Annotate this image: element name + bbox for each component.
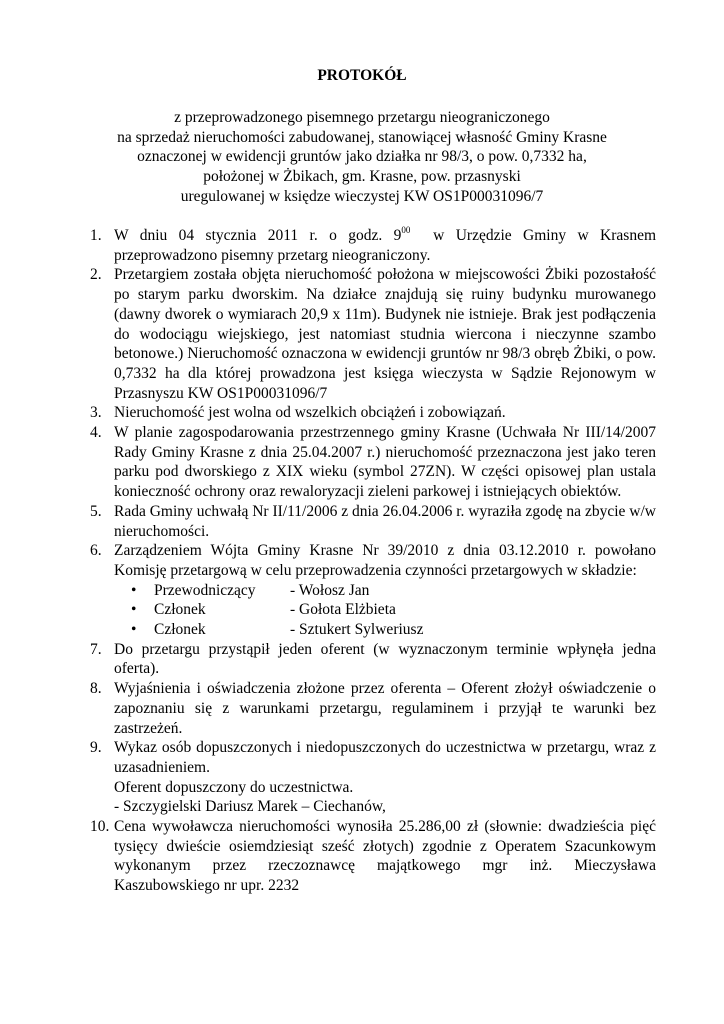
item-number: 3.: [90, 404, 102, 422]
member-name: - Sztukert Sylweriusz: [290, 621, 424, 639]
item-number: 1.: [90, 227, 102, 244]
subtitle-line: na sprzedaż nieruchomości zabudowanej, stanowiącej własność Gminy Krasne: [117, 128, 607, 146]
bullet-icon: •: [131, 581, 137, 599]
member-role: Członek: [154, 621, 206, 639]
list-item: [90, 738, 656, 817]
list-item: [90, 502, 656, 541]
item-text: Cena wywoławcza nieruchomości wynosiła 25.286,00 zł (słownie: dwadzieścia pięć tysięcy dwieście osiemdziesiąt sześć złotych) zgodnie z Operatem Szacunkowym wykonanym przez rzeczoznawcę majątkowego mgr inż. Mieczysława Kaszubowskiego nr upr. 2232: [114, 818, 656, 895]
list-item: [90, 679, 656, 738]
item-extra-line: Oferent dopuszczony do uczestnictwa.: [114, 778, 354, 796]
committee-member: [114, 600, 656, 620]
item-text: Wyjaśnienia i oświadczenia złożone przez oferenta – Oferent złożył oświadczenie o zapoznaniu się z warunkami przetargu, regulaminem i przyjął te warunki bez zastrzeżeń.: [114, 680, 656, 737]
time-superscript: 00: [401, 225, 411, 235]
item-number: 6.: [90, 542, 102, 560]
list-item: [90, 640, 656, 679]
item-number: 4.: [90, 424, 102, 442]
bullet-icon: •: [131, 621, 137, 639]
item-text: W planie zagospodarowania przestrzennego gminy Krasne (Uchwała Nr III/14/2007 Rady Gminy Krasne z dnia 25.04.2007 r.) nieruchomość przeznaczona jest jako teren parku pod dworskiego z XIX wieku (symbol 27ZN). W części opisowej plan ustala konieczność ochrony oraz rewaloryzacji zieleni parkowej i istniejących obiektów.: [114, 424, 656, 501]
member-role: Przewodniczący: [154, 581, 256, 599]
item-number: 8.: [90, 680, 102, 698]
document-subtitle: [40, 108, 684, 207]
document-title: PROTOKÓŁ: [317, 67, 407, 84]
item-number: 9.: [90, 739, 102, 757]
list-item: [90, 403, 656, 423]
item-text: Zarządzeniem Wójta Gminy Krasne Nr 39/2010 z dnia 03.12.2010 r. powołano Komisję przetargową w celu przeprowadzenia czynności przetargowych w składzie:: [114, 542, 656, 579]
item-text: Wykaz osób dopuszczonych i niedopuszczonych do uczestnictwa w przetargu, wraz z uzasadnieniem.: [114, 739, 656, 776]
item-number: 7.: [90, 640, 102, 658]
list-item: [90, 225, 660, 265]
list-item: [90, 541, 656, 639]
member-name: - Gołota Elżbieta: [290, 601, 396, 619]
committee-member: [114, 620, 656, 640]
list-item: [90, 265, 656, 403]
subtitle-line: oznaczonej w ewidencji gruntów jako działka nr 98/3, o pow. 0,7332 ha,: [137, 148, 587, 166]
list-item: [90, 817, 656, 896]
member-name: - Wołosz Jan: [290, 581, 370, 599]
item-number: 10.: [90, 818, 110, 836]
item-text: [114, 225, 660, 265]
numbered-list: [90, 225, 660, 896]
bullet-icon: •: [131, 601, 137, 619]
subtitle-line: z przeprowadzonego pisemnego przetargu nieograniczonego: [174, 109, 550, 126]
item-extra-line: - Szczygielski Dariusz Marek – Ciechanów,: [114, 798, 386, 816]
item-text: Rada Gminy uchwałą Nr II/11/2006 z dnia 26.04.2006 r. wyraziła zgodę na zbycie w/w nieruchomości.: [114, 502, 656, 540]
committee-members: [114, 581, 656, 640]
subtitle-line: położonej w Żbikach, gm. Krasne, pow. przasnyski: [203, 168, 521, 186]
item-number: 2.: [90, 266, 102, 284]
item-text-part: w Urzędzie Gminy w Krasnem przeprowadzono pisemny przetarg nieograniczony.: [114, 227, 660, 264]
member-role: Członek: [154, 601, 206, 619]
subtitle-line: uregulowanej w księdze wieczystej KW OS1P00031096/7: [180, 187, 544, 205]
item-text-part: W dniu 04 stycznia 2011 r. o godz. 9: [114, 227, 402, 244]
committee-member: [114, 581, 656, 601]
list-item: [90, 423, 656, 502]
item-text: Do przetargu przystąpił jeden oferent (w wyznaczonym terminie wpłynęła jedna oferta).: [114, 640, 656, 678]
item-text: Nieruchomość jest wolna od wszelkich obciążeń i zobowiązań.: [114, 404, 506, 422]
item-text: Przetargiem została objęta nieruchomość położona w miejscowości Żbiki pozostałość po starym parku dworskim. Na działce znajdują się ruiny budynku murowanego (dawny dworek o wymiarach 20,9 x 11m). Budynek nie istnieje. Brak jest podłączenia do wodociągu wiejskiego, jest natomiast studnia wiercona i nieczynne szambo betonowe.) Nieruchomość oznaczona w ewidencji gruntów nr 98/3 obręb Żbiki, o pow. 0,7332 ha dla której prowadzona jest księga wieczysta w Sądzie Rejonowym w Przasnyszu KW OS1P00031096/7: [114, 266, 656, 402]
item-number: 5.: [90, 502, 102, 520]
